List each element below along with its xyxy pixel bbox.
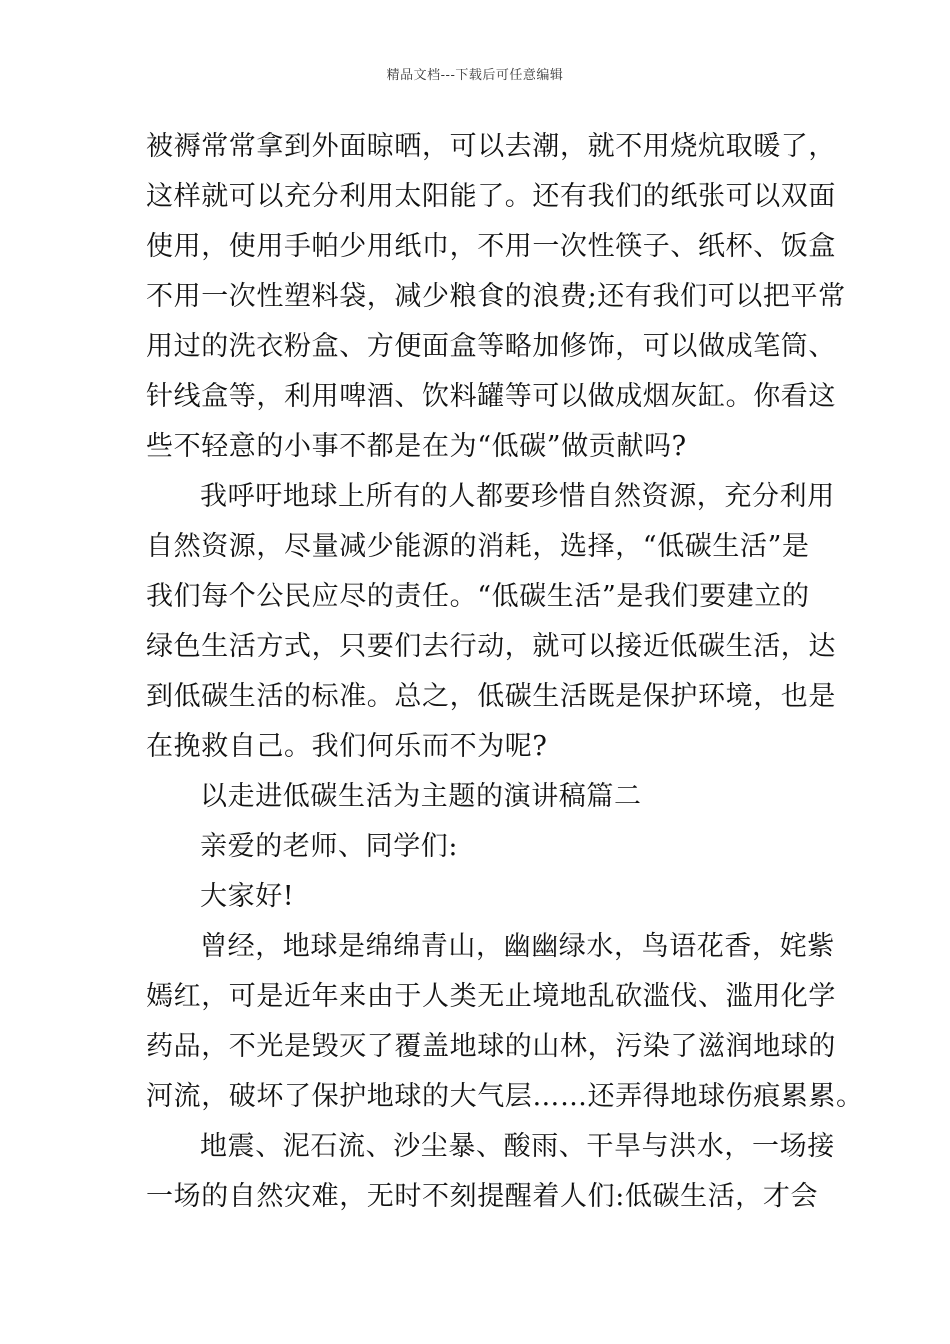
text-line: 被褥常常拿到外面晾晒，可以去潮，就不用烧炕取暖了， [146,131,836,162]
text-line: 用过的洗衣粉盒、方便面盒等略加修饰，可以做成笔筒、 [146,331,836,362]
page-header: 精品文档---下载后可任意编辑 [386,68,564,83]
text-line: 在挽救自己。我们何乐而不为呢? [146,731,548,762]
paragraph-start-line: 曾经，地球是绵绵青山，幽幽绿水，鸟语花香，姹紫 [200,931,835,962]
text-line: 些不轻意的小事不都是在为“低碳”做贡献吗? [146,431,687,462]
paragraph-start-line: 地震、泥石流、沙尘暴、酸雨、干旱与洪水，一场接 [200,1131,835,1162]
text-line: 针线盒等，利用啤酒、饮料罐等可以做成烟灰缸。你看这 [146,381,836,412]
text-line: 绿色生活方式，只要们去行动，就可以接近低碳生活，达 [146,631,836,662]
text-line: 嫣红，可是近年来由于人类无止境地乱砍滥伐、滥用化学 [146,981,836,1012]
text-line: 使用，使用手帕少用纸巾，不用一次性筷子、纸杯、饭盒 [146,231,836,262]
body-text [146,122,864,1222]
text-line: 到低碳生活的标准。总之，低碳生活既是保护环境，也是 [146,681,836,712]
text-line: 河流，破坏了保护地球的大气层……还弄得地球伤痕累累。 [146,1081,864,1112]
greeting: 大家好! [200,881,295,912]
section-title: 以走进低碳生活为主题的演讲稿篇二 [200,781,642,812]
salutation: 亲爱的老师、同学们: [200,831,459,862]
text-line: 药品，不光是毁灭了覆盖地球的山林，污染了滋润地球的 [146,1031,836,1062]
text-line: 我们每个公民应尽的责任。“低碳生活”是我们要建立的 [146,581,810,612]
text-line: 一场的自然灾难，无时不刻提醒着人们:低碳生活，才会 [146,1181,819,1212]
paragraph-start-line: 我呼吁地球上所有的人都要珍惜自然资源，充分利用 [200,481,835,512]
text-line: 这样就可以充分利用太阳能了。还有我们的纸张可以双面 [146,181,836,212]
text-line: 自然资源，尽量减少能源的消耗，选择，“低碳生活”是 [146,531,810,562]
text-line: 不用一次性塑料袋，减少粮食的浪费;还有我们可以把平常 [146,281,846,312]
